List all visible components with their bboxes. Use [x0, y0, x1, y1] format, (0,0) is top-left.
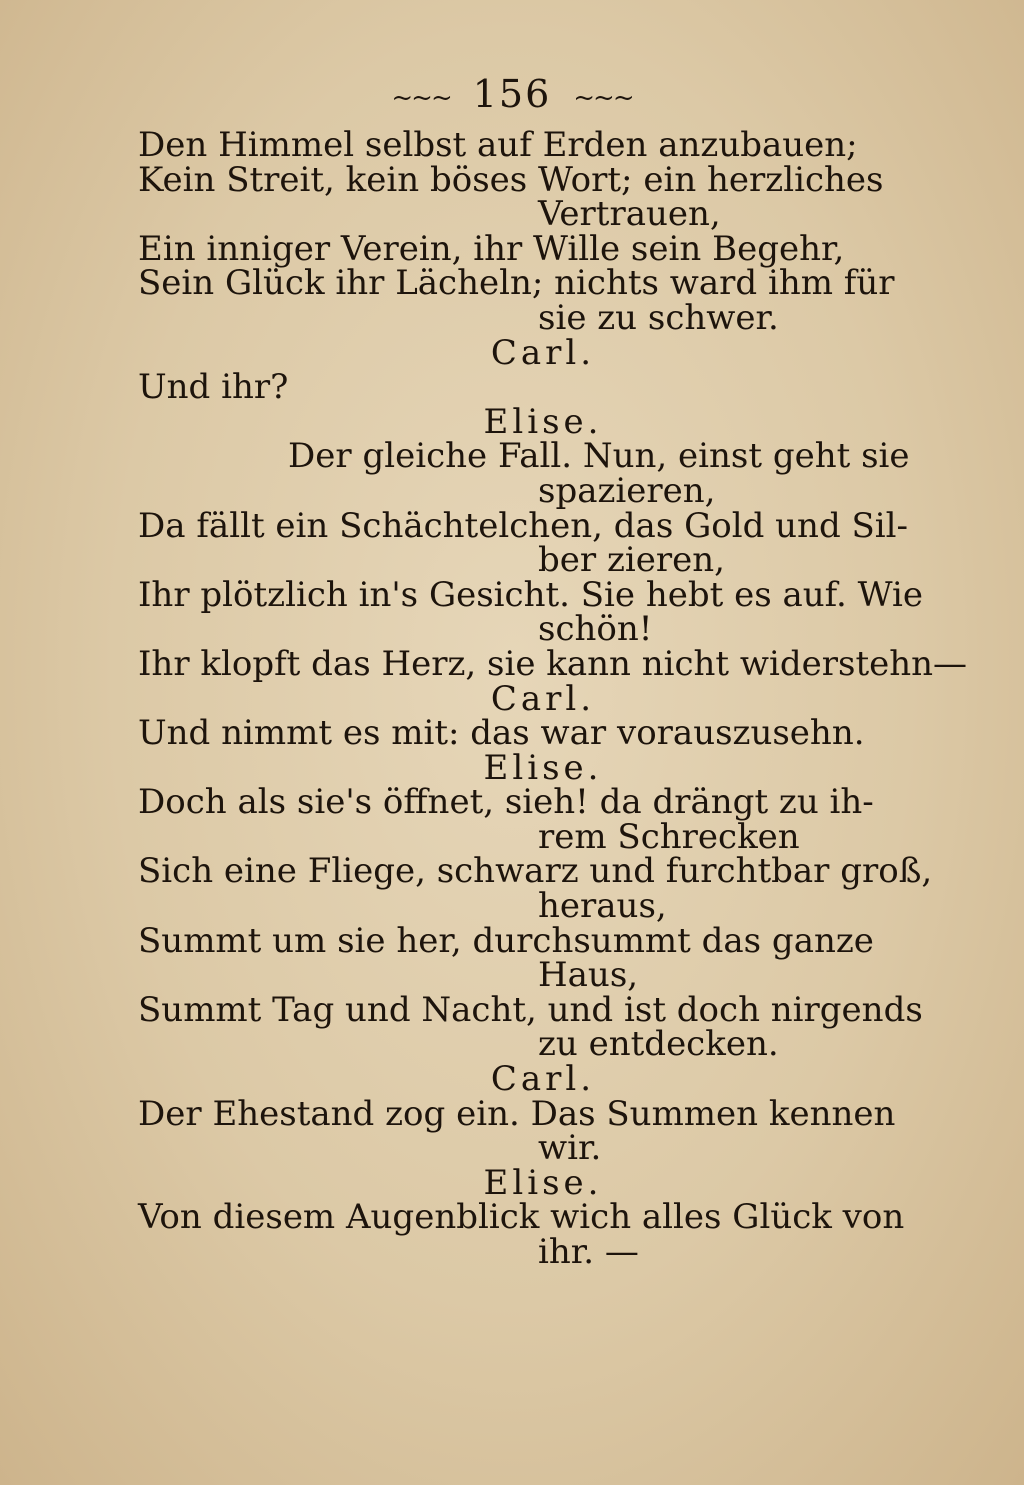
speaker-name: Elise. [483, 747, 603, 788]
text-line: Ihr klopft das Herz, sie kann nicht widerstehn— [138, 643, 968, 684]
ornament-right: ~~~ [573, 82, 633, 113]
text-line: Summt Tag und Nacht, und ist doch nirgends [138, 989, 923, 1030]
text-line: Und nimmt es mit: das war vorauszusehn. [138, 713, 865, 754]
text-line: ber zieren, [538, 540, 725, 581]
text-line: Den Himmel selbst auf Erden anzubauen; [138, 125, 858, 165]
text-line: Kein Streit, kein böses Wort; ein herzliches [138, 159, 884, 200]
speaker-name: Elise. [483, 1162, 603, 1203]
text-line: rem Schrecken [538, 816, 800, 857]
page-number: 156 [472, 72, 552, 116]
speaker-name: Carl. [490, 332, 596, 373]
text-line: Ihr plötzlich in's Gesicht. Sie hebt es auf. Wie [138, 574, 923, 615]
text-line: Summt um sie her, durchsummt das ganze [138, 920, 874, 961]
text-line: Doch als sie's öffnet, sieh! da drängt zu ih- [138, 782, 874, 823]
text-line: heraus, [538, 886, 667, 927]
text-line: spazieren, [538, 470, 716, 511]
text-line: Sein Glück ihr Lächeln; nichts ward ihm für [138, 263, 895, 304]
text-line: Und ihr? [138, 367, 289, 408]
text-line: schön! [538, 609, 653, 650]
speaker-name: Carl. [490, 1059, 596, 1100]
speaker-name: Elise. [483, 401, 603, 442]
text-line: Da fällt ein Schächtelchen, das Gold und Sil- [138, 505, 909, 546]
text-line: Der gleiche Fall. Nun, einst geht sie [288, 436, 910, 477]
text-line: zu entdecken. [538, 1024, 779, 1065]
text-line: Sich eine Fliege, schwarz und furchtbar groß, [138, 851, 933, 892]
text-line: Ein inniger Verein, ihr Wille sein Begehr, [138, 228, 845, 269]
text-line: Vertrauen, [538, 194, 721, 235]
text-line: wir. [538, 1128, 602, 1169]
text-line: Von diesem Augenblick wich alles Glück von [138, 1197, 905, 1238]
dialogue-text [138, 125, 968, 1272]
text-line: ihr. — [538, 1232, 639, 1272]
text-line: Der Ehestand zog ein. Das Summen kennen [138, 1093, 896, 1134]
text-line: sie zu schwer. [538, 297, 779, 338]
ornament-left: ~~~ [391, 82, 451, 113]
speaker-name: Carl. [490, 678, 596, 719]
text-line: Haus, [538, 955, 639, 996]
page-header [0, 72, 1024, 116]
